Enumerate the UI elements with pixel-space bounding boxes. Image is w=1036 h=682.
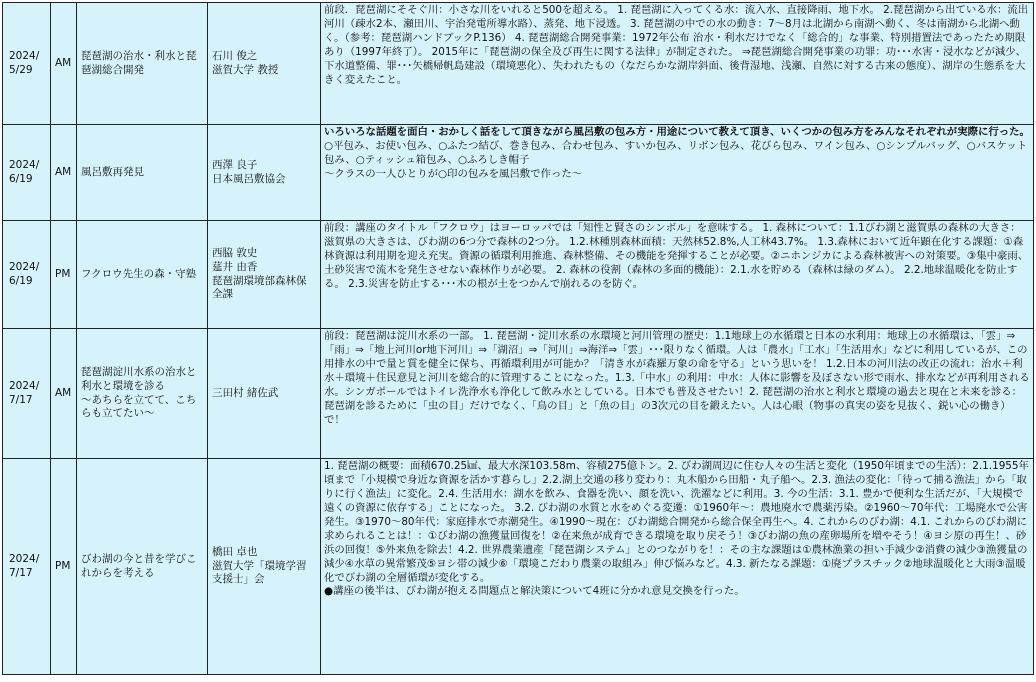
time-cell: AM (51, 125, 77, 221)
lecturer-cell: 三田村 緒佐武 (208, 329, 321, 459)
content-cell (321, 459, 1034, 675)
date-cell: 2024/ 6/19 (3, 125, 51, 221)
date-cell: 2024/ 6/19 (3, 221, 51, 329)
table-row (3, 221, 1034, 329)
time-cell: PM (51, 459, 77, 675)
table-row (3, 3, 1034, 125)
date-cell: 2024/ 5/29 (3, 3, 51, 125)
lecturer-cell: 石川 俊之 滋賀大学 教授 (208, 3, 321, 125)
content-cell: 前段．琵琶湖にそそぐ川：小さな川をいれると500を超える。 1. 琵琶湖に入ってくる水：流入水、直接降雨、地下水。 2.琵琶湖から出ている水：流出河川（疎水2本、瀬田川、宇治発電所導水路）、蒸発、地下浸透。 3. 琵琶湖の中での水の動き：7～8月は北湖から南湖へ動く、冬は南湖から北湖へ動く。（参考：琵琶湖ハンドブックP.136） 4. 琵琶湖総合開発事業：1972年公布 治水・利水だけでなく「総合的」な事業、特別措置法であったため期限あり（1997年終了）。 2015年に「琵琶湖の保全及び再生に関する法律」が制定された。 ⇒琵琶湖総合開発事業の功罪：功･･･水害・浸水などが減少、下水道整備、罪･･･矢橋帰帆島建設（環境悪化）、失われたもの（なだらかな湖岸斜面、後背湿地、浅瀬、自然に対する古来の態度）、湖岸の生態系を大きく変えたこと。 (321, 3, 1034, 125)
table-row (3, 329, 1034, 459)
table-row (3, 459, 1034, 675)
subject-cell: フクロウ先生の森・守塾 (77, 221, 208, 329)
content-note: ●講座の後半は、びわ湖が抱える問題点と解決策について4班に分かれ意見交換を行った。 (324, 585, 745, 598)
lecturer-cell: 橋田 卓也 滋賀大学「環境学習支援士」会 (208, 459, 321, 675)
content-cell: 前段：琵琶湖は淀川水系の一部。 1. 琵琶湖・淀川水系の水環境と河川管理の歴史：1.1地球上の水循環と日本の水利用：地球上の水循環は、「雲」⇒「雨」⇒「地上河川or地下河川」⇒「湖沼」⇒「河川」⇒海洋⇒「雲」･･･限りなく循環。人は「農水」「工水」「生活用水」などに利用しているが、この用排水の中で量と質を健全に保ち、再循環利用が可能か？「清き水が森羅万象の命を守る」という思いを！ 1.2.日本の河川法の改正の流れ：治水＋利水＋環境＋住民意見と河川を総合的に管理することになった。1.3.「中水」の利用：中水：人体に影響を及ぼさない形で雨水、排水などが再利用される水。シンガポールではトイレ洗浄水も浄化して飲み水としている。日本でも普及させたい！2. 琵琶湖の治水と利水と環境の過去と現在と未来を診る：琵琶湖を診るために「虫の目」だけでなく、「鳥の目」と「魚の目」の3次元の目を鍛えたい。人は心眼（物事の真実の姿を見抜く、鋭い心の働き）で！ (321, 329, 1034, 459)
content-summary: いろいろな話題を面白・おかしく話をして頂きながら風呂敷の包み方・用途について教えて頂き、いくつかの包み方をみんなそれぞれが実際に行った。 (324, 126, 1030, 138)
date-cell: 2024/ 7/17 (3, 459, 51, 675)
time-cell: PM (51, 221, 77, 329)
lecturer-cell: 西澤 良子 日本風呂敷協会 (208, 125, 321, 221)
subject-cell: びわ湖の今と昔を学びこれからを考える (77, 459, 208, 675)
subject-cell: 琵琶湖の治水・利水と琵琶湖総合開発 (77, 3, 208, 125)
content-cell (321, 125, 1034, 221)
time-cell: AM (51, 329, 77, 459)
lecture-log-table (2, 2, 1034, 675)
table-row (3, 125, 1034, 221)
lecturer-cell: 西脇 敦史 莚井 由香 琵琶湖環境部森林保全課 (208, 221, 321, 329)
subject-cell: 琵琶湖淀川水系の治水と利水と環境を診る ～あちらを立てて、こちらも立てたい～ (77, 329, 208, 459)
content-cell: 前段：講座のタイトル「フクロウ」はヨーロッパでは「知性と賢さのシンボル」を意味する。 1. 森林について：1.1びわ湖と滋賀県の森林の大きさ：滋賀県の大きさは、びわ湖の6つ分で森林の2つ分。 1.2.林種別森林面積：天然林52.8%,人工林43.7%。 1.3.森林において近年顕在化する課題：①森林資源は利用期を迎え充実。資源の循環利用推進、森林整備、その機能を発揮することが必要。②ニホンジカによる森林被害への対策要。③集中豪雨、土砂災害で流木を発生させない森林作りが必要。 2. 森林の役割（森林の多面的機能）：2.1.水を貯める（森林は緑のダム）。 2.2.地球温暖化を防止する。 2.3.災害を防止する･･･木の根が土をつかんで崩れるのを防ぐ。 (321, 221, 1034, 329)
content-detail: 1. 琵琶湖の概要：面積670.25㎢、最大水深103.58m、容積275億トン。2. びわ湖周辺に住む人々の生活と変化（1950年頃までの生活）：2.1.1955年頃まで「小規模で身近な資源を活かす暮らし」2.2.湖上交通の移り変わり：丸木船から田船・丸子船へ。2.3. 漁法の変化：「待って捕る漁法」から「取りに行く漁法」に変化。2.4. 生活用水：湖水を飲み、食器を洗い、顔を洗い、洗濯などに利用。3. 今の生活：3.1. 豊かで便利な生活だが、「大規模で遠くの資源に依存する」ことになった。 3.2. びわ湖の水質と水をめぐる変遷：①1960年～：農地廃水で農薬汚染。②1960～70年代：工場廃水で公害発生。③1970～80年代：家庭排水で赤潮発生。④1990～現在：びわ湖総合開発から総合保全再生へ。4. これからのびわ湖：4.1. これからのびわ湖に求められることは！：①びわ湖の漁獲量回復を！②在来魚が成育できる環境を取り戻そう！③びわ湖の魚の産卵場所を増やそう！④ヨシ原の再生！、砂浜の回復！⑤外来魚を除去！4.2. 世界農業遺産「琵琶湖システム」とのつながりを！：その主な課題は①農林漁業の担い手減少②消費の減少③漁獲量の減少④水草の異常繁茂⑤ヨシ帯の減少⑥「環境こだわり農業の取組み」伸び悩みなど。4.3. 新たなる課題：①廃プラスチック②地球温暖化と大雨③温暖化でびわ湖の全層循環が変化する。 (324, 460, 1029, 584)
content-detail: ○平包み、お使い包み、○ふたつ結び、巻き包み、合わせ包み、すいか包み、リボン包み、花びら包み、ワイン包み、○シンプルバッグ、○バスケット包み、○ティッシュ箱包み、○ふろしき帽子 ～クラスの一人ひとりが○印の包みを風呂敷で作った～ (324, 139, 1028, 180)
time-cell: AM (51, 3, 77, 125)
subject-cell: 風呂敷再発見 (77, 125, 208, 221)
date-cell: 2024/ 7/17 (3, 329, 51, 459)
